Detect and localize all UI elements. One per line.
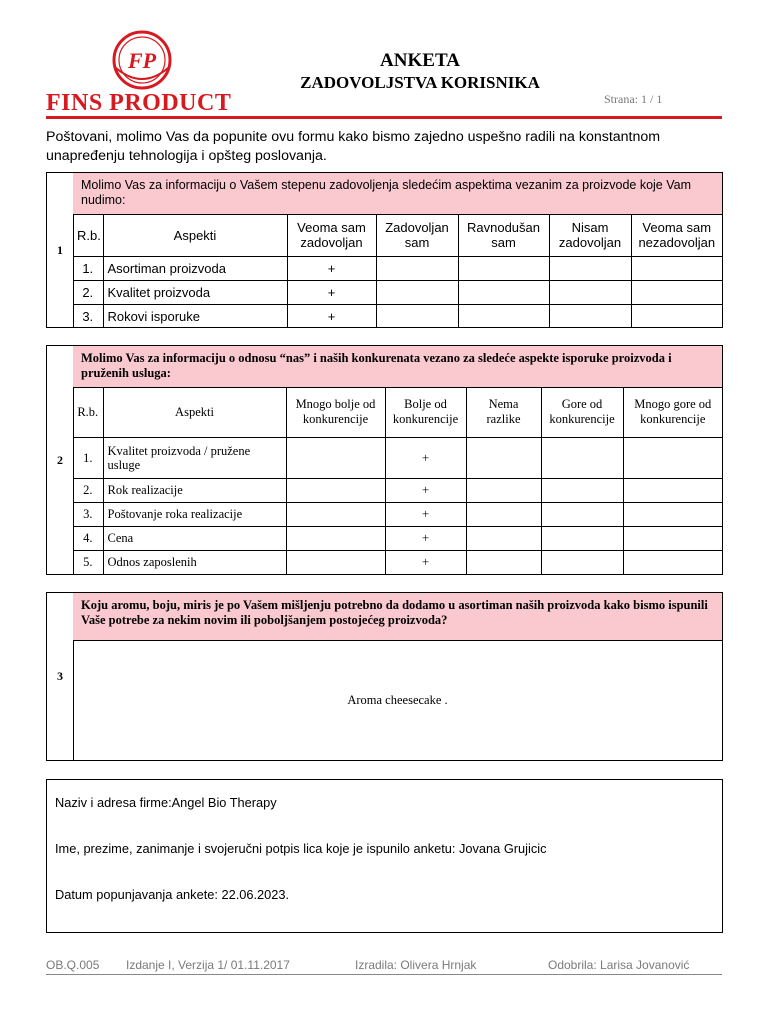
rating-cell[interactable] — [631, 304, 722, 328]
column-header: Veoma sam zadovoljan — [287, 215, 376, 256]
company-field[interactable]: Naziv i adresa firme:Angel Bio Therapy — [55, 795, 277, 810]
row-number: 2. — [73, 478, 103, 502]
column-header: R.b. — [73, 388, 103, 437]
section-number: 1 — [47, 173, 74, 327]
respondent-info-box — [46, 779, 723, 933]
row-number: 2. — [73, 280, 103, 304]
rating-cell[interactable] — [286, 502, 385, 526]
table-row — [73, 550, 722, 574]
aspect-label: Kvalitet proizvoda / pružene usluge — [103, 437, 286, 478]
header-divider — [46, 116, 722, 119]
section-prompt: Molimo Vas za informaciju o Vašem stepenu zadovoljenja sledećim aspektima vezanim za proizvode koje Vam nudimo: — [73, 173, 722, 215]
aspect-label: Poštovanje roka realizacije — [103, 502, 286, 526]
document-code: OB.Q.005 — [46, 958, 100, 972]
rating-cell[interactable] — [458, 280, 549, 304]
aspect-label: Cena — [103, 526, 286, 550]
section-prompt: Molimo Vas za informaciju o odnosu “nas” i naših konkurenata vezano za sledeće aspekte isporuke proizvoda i pruženih usluga: — [73, 346, 722, 388]
column-header: Nema razlike — [466, 388, 541, 437]
rating-cell[interactable] — [376, 304, 458, 328]
document-author: Izradila: Olivera Hrnjak — [355, 958, 477, 972]
rating-cell[interactable]: + — [385, 478, 466, 502]
intro-text: Poštovani, molimo Vas da popunite ovu formu kako bismo zajedno uspešno radili na konstantnom unapređenju tehnologija i opšteg poslovanja. — [46, 129, 661, 164]
rating-cell[interactable] — [623, 526, 722, 550]
document-edition: Izdanje I, Verzija 1/ 01.11.2017 — [126, 958, 290, 972]
rating-cell[interactable]: + — [287, 256, 376, 280]
row-number: 5. — [73, 550, 103, 574]
rating-cell[interactable] — [631, 256, 722, 280]
rating-cell[interactable] — [549, 256, 631, 280]
rating-cell[interactable]: + — [385, 550, 466, 574]
rating-cell[interactable] — [466, 437, 541, 478]
column-header: Aspekti — [103, 215, 287, 256]
rating-cell[interactable] — [466, 502, 541, 526]
aspect-label: Asortiman proizvoda — [103, 256, 287, 280]
rating-cell[interactable] — [541, 502, 623, 526]
table-row — [73, 478, 722, 502]
column-header: Mnogo bolje od konkurencije — [286, 388, 385, 437]
competition-table — [73, 388, 722, 574]
rating-cell[interactable] — [541, 478, 623, 502]
rating-cell[interactable]: + — [385, 437, 466, 478]
rating-cell[interactable] — [286, 478, 385, 502]
row-number: 3. — [73, 304, 103, 328]
satisfaction-table — [73, 215, 722, 328]
respondent-field[interactable]: Ime, prezime, zanimanje i svojeručni potpis lica koje je ispunilo anketu: Jovana Grujicic — [55, 841, 547, 856]
document-subtitle: ZADOVOLJSTVA KORISNIKA — [300, 73, 540, 92]
rating-cell[interactable] — [466, 526, 541, 550]
table-row — [73, 304, 722, 328]
svg-text:FP: FP — [127, 48, 157, 73]
table-row — [73, 437, 722, 478]
aspect-label: Odnos zaposlenih — [103, 550, 286, 574]
aspect-label: Kvalitet proizvoda — [103, 280, 287, 304]
section-number: 2 — [47, 346, 74, 574]
section-2 — [46, 345, 723, 575]
rating-cell[interactable] — [623, 437, 722, 478]
rating-cell[interactable] — [541, 437, 623, 478]
table-row — [73, 502, 722, 526]
section-3 — [46, 592, 723, 761]
rating-cell[interactable]: + — [287, 280, 376, 304]
rating-cell[interactable] — [541, 526, 623, 550]
rating-cell[interactable] — [458, 256, 549, 280]
table-row — [73, 256, 722, 280]
column-header: Ravnodušan sam — [458, 215, 549, 256]
rating-cell[interactable] — [623, 502, 722, 526]
row-number: 3. — [73, 502, 103, 526]
table-row — [73, 280, 722, 304]
rating-cell[interactable]: + — [385, 526, 466, 550]
column-header: Gore od konkurencije — [541, 388, 623, 437]
rating-cell[interactable] — [623, 478, 722, 502]
fins-product-logo — [110, 28, 174, 92]
rating-cell[interactable] — [466, 550, 541, 574]
row-number: 1. — [73, 437, 103, 478]
rating-cell[interactable] — [376, 256, 458, 280]
answer-field[interactable] — [73, 641, 722, 760]
rating-cell[interactable] — [376, 280, 458, 304]
answer-text: Aroma cheesecake . — [347, 693, 448, 707]
document-title: ANKETA — [380, 50, 460, 71]
aspect-label: Rokovi isporuke — [103, 304, 287, 328]
column-header: Aspekti — [103, 388, 286, 437]
page-indicator: Strana: 1 / 1 — [604, 92, 663, 106]
rating-cell[interactable] — [466, 478, 541, 502]
rating-cell[interactable] — [458, 304, 549, 328]
rating-cell[interactable] — [623, 550, 722, 574]
brand-name: FINS PRODUCT — [46, 90, 232, 116]
column-header: R.b. — [73, 215, 103, 256]
column-header: Bolje od konkurencije — [385, 388, 466, 437]
row-number: 1. — [73, 256, 103, 280]
date-field[interactable]: Datum popunjavanja ankete: 22.06.2023. — [55, 887, 290, 902]
aspect-label: Rok realizacije — [103, 478, 286, 502]
footer-divider — [46, 974, 722, 975]
rating-cell[interactable] — [286, 550, 385, 574]
rating-cell[interactable] — [549, 280, 631, 304]
document-approver: Odobrila: Larisa Jovanović — [548, 958, 690, 972]
rating-cell[interactable]: + — [385, 502, 466, 526]
column-header: Nisam zadovoljan — [549, 215, 631, 256]
section-1 — [46, 172, 723, 328]
rating-cell[interactable] — [631, 280, 722, 304]
rating-cell[interactable] — [286, 437, 385, 478]
section-number: 3 — [47, 593, 74, 760]
rating-cell[interactable] — [541, 550, 623, 574]
section-prompt: Koju aromu, boju, miris je po Vašem mišljenju potrebno da dodamo u asortiman naših proizvoda kako bismo ispunili Vaše potrebe za nekim novim ili poboljšanjem postojećeg proizvoda? — [73, 593, 722, 641]
rating-cell[interactable] — [549, 304, 631, 328]
row-number: 4. — [73, 526, 103, 550]
column-header: Mnogo gore od konkurencije — [623, 388, 722, 437]
column-header: Veoma sam nezadovoljan — [631, 215, 722, 256]
column-header: Zadovoljan sam — [376, 215, 458, 256]
rating-cell[interactable] — [286, 526, 385, 550]
rating-cell[interactable]: + — [287, 304, 376, 328]
table-row — [73, 526, 722, 550]
